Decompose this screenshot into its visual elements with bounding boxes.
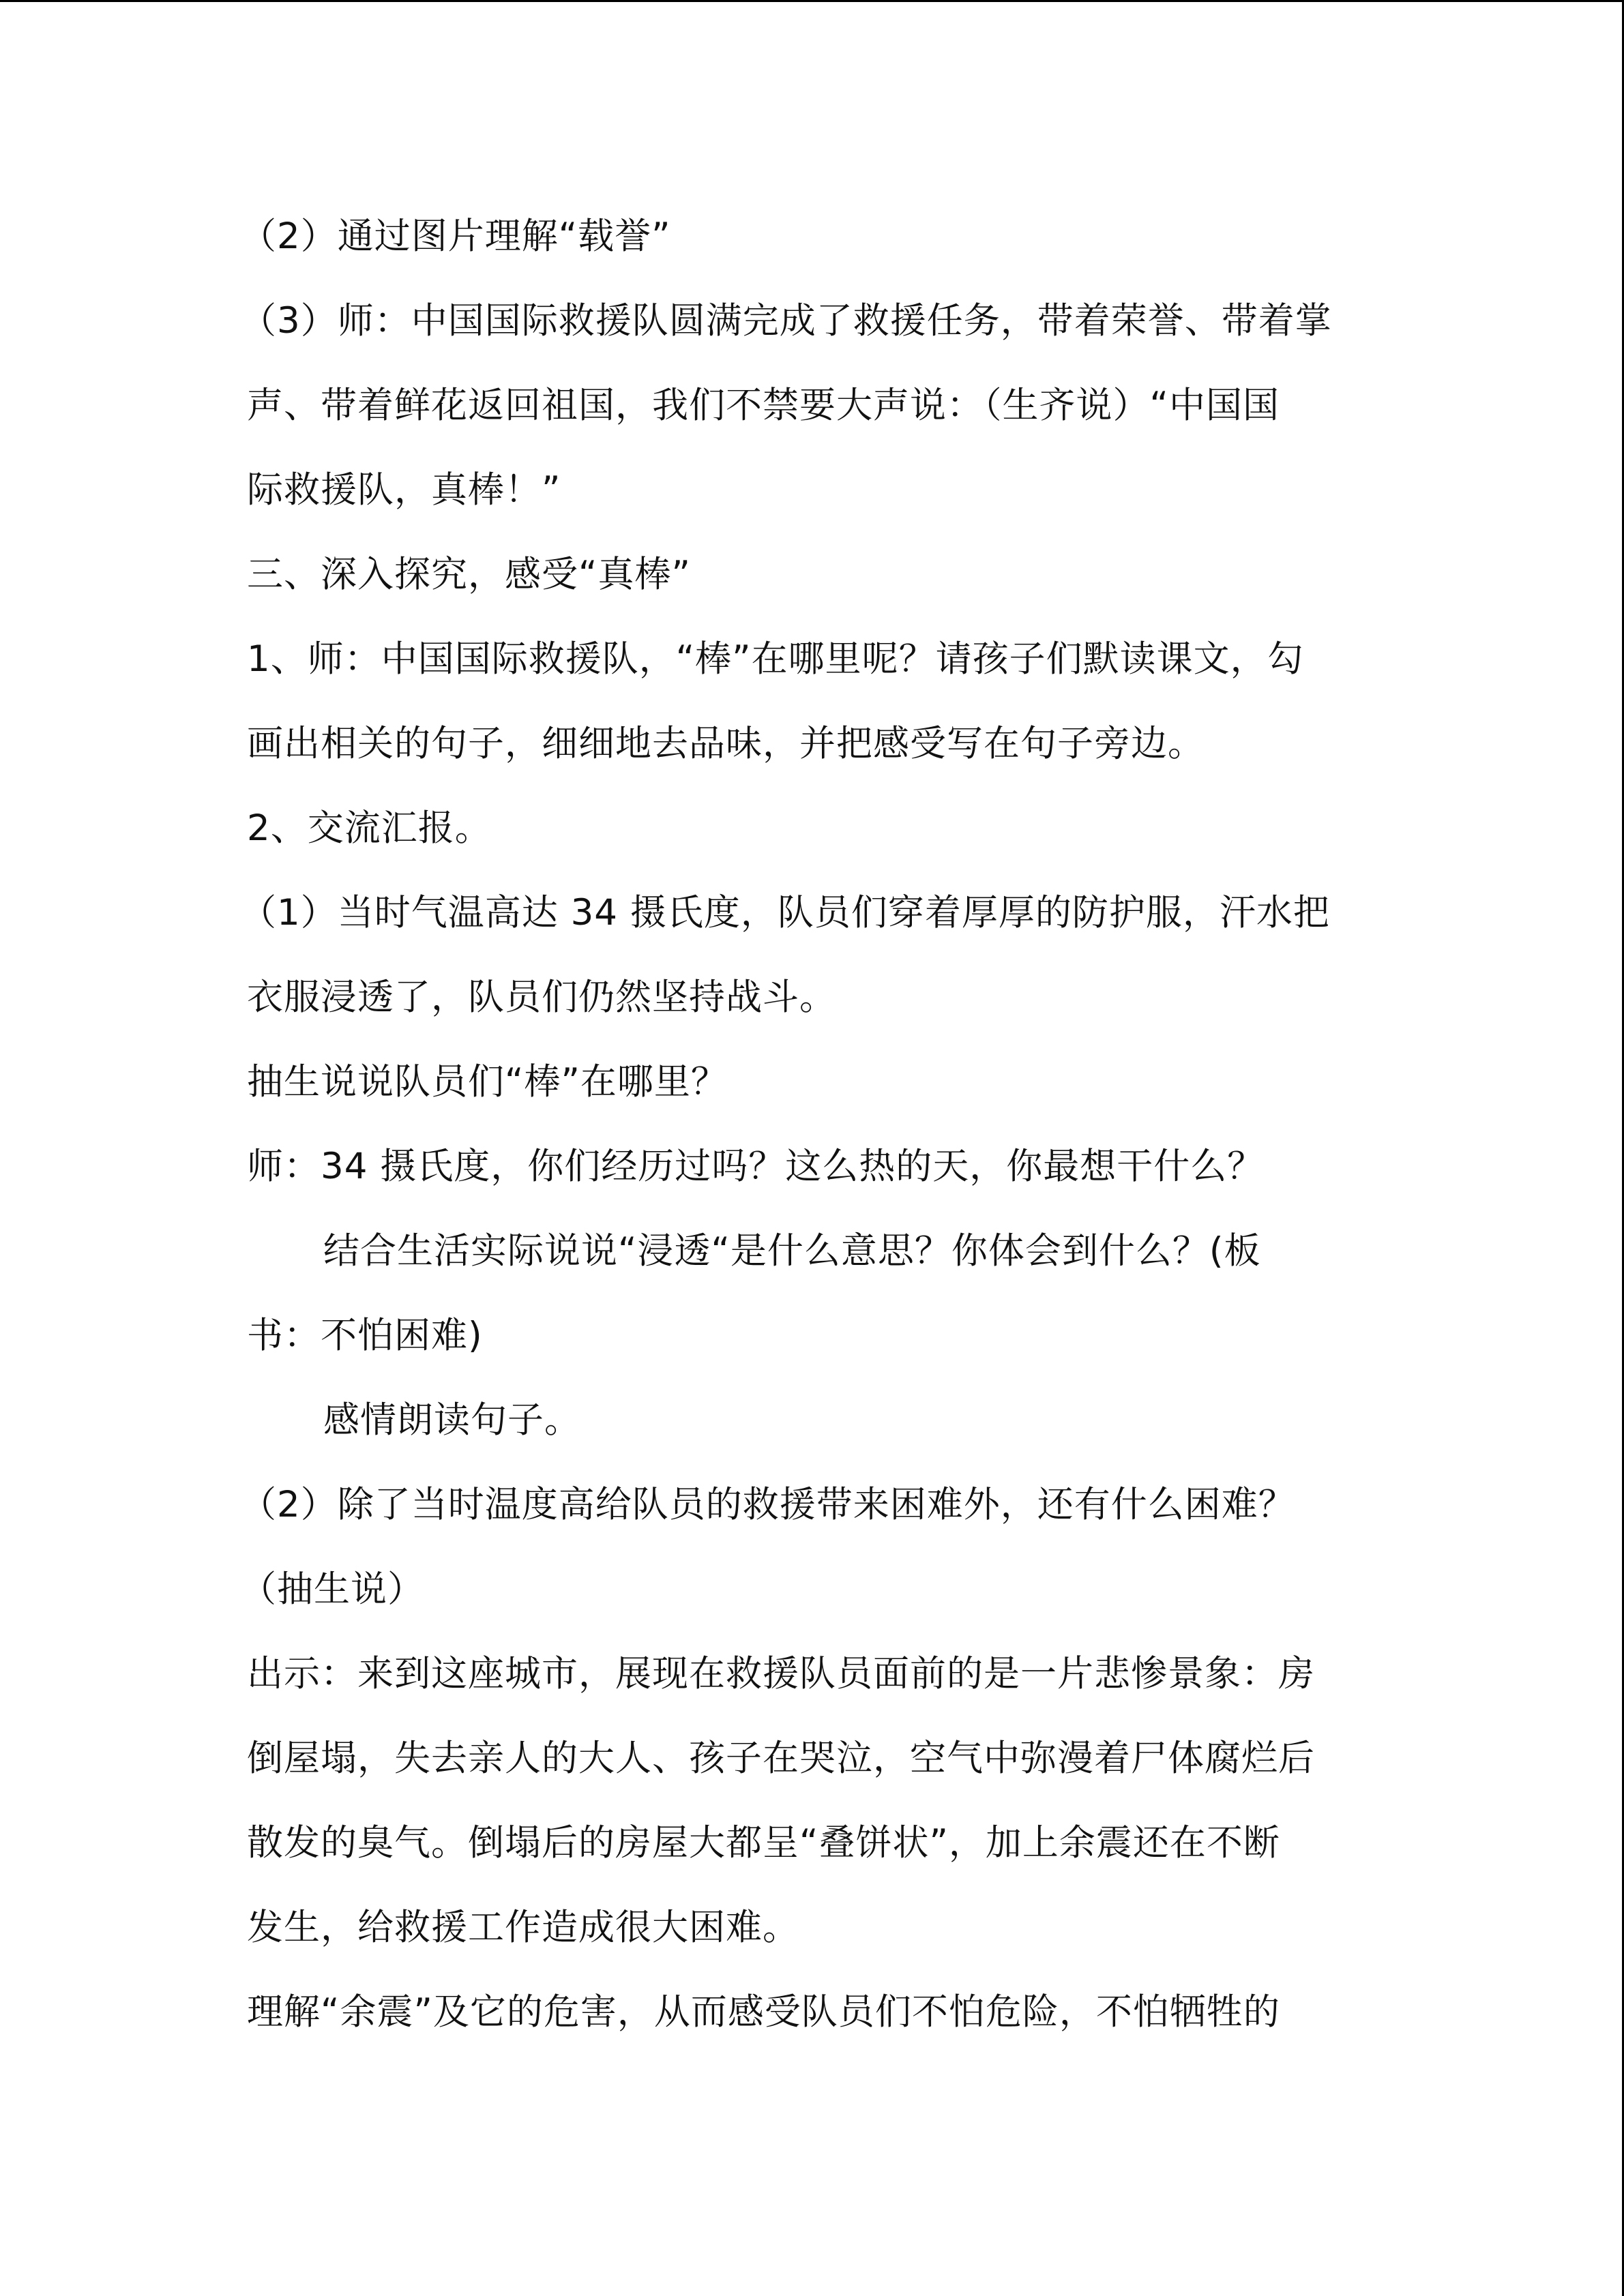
paragraph-line: 出示：来到这座城市，展现在救援队员面前的是一片悲惨景象：房: [247, 1653, 1315, 1695]
paragraph-line: 师：34 摄氏度，你们经历过吗？这么热的天，你最想干什么？: [247, 1146, 1265, 1187]
paragraph-line: 理解“余震”及它的危害，从而感受队员们不怕危险，不怕牺牲的: [247, 1991, 1280, 2033]
paragraph-line: 抽生说说队员们“棒”在哪里？: [247, 1061, 728, 1103]
paragraph-line: 画出相关的句子，细细地去品味，并把感受写在句子旁边。: [247, 723, 1205, 764]
paragraph-line: 感情朗读句子。: [323, 1399, 581, 1441]
paragraph-line: （2）除了当时温度高给队员的救援带来困难外，还有什么困难？: [240, 1484, 1295, 1525]
paragraph-line: 际救援队，真棒！”: [247, 469, 561, 511]
paragraph-line: 声、带着鲜花返回祖国，我们不禁要大声说：（生齐说）“中国国: [247, 385, 1280, 426]
section-heading: 三、深入探究，感受“真棒”: [247, 554, 691, 595]
paragraph-line: 衣服浸透了，队员们仍然坚持战斗。: [247, 976, 836, 1018]
page-border-top: [0, 0, 1624, 2]
paragraph-line: （2）通过图片理解“载誉”: [240, 215, 671, 257]
paragraph-line: 结合生活实际说说“浸透“是什么意思？你体会到什么？(板: [323, 1230, 1261, 1272]
paragraph-line: 2、交流汇报。: [247, 807, 492, 849]
paragraph-line: 散发的臭气。倒塌后的房屋大都呈“叠饼状”，加上余震还在不断: [247, 1822, 1280, 1864]
document-body: [240, 194, 1379, 2055]
paragraph-line: 书：不怕困难): [247, 1315, 483, 1356]
paragraph-line: 发生，给救援工作造成很大困难。: [247, 1907, 799, 1948]
paragraph-line: （1）当时气温高达 34 摄氏度，队员们穿着厚厚的防护服，汗水把: [240, 892, 1330, 934]
paragraph-line: （抽生说）: [240, 1568, 424, 1610]
paragraph-line: （3）师：中国国际救援队圆满完成了救援任务，带着荣誉、带着掌: [240, 300, 1332, 342]
paragraph-line: 倒屋塌，失去亲人的大人、孩子在哭泣，空气中弥漫着尸体腐烂后: [247, 1738, 1315, 1779]
paragraph-line: 1、师：中国国际救援队，“棒”在哪里呢？请孩子们默读课文，勾: [247, 638, 1304, 680]
